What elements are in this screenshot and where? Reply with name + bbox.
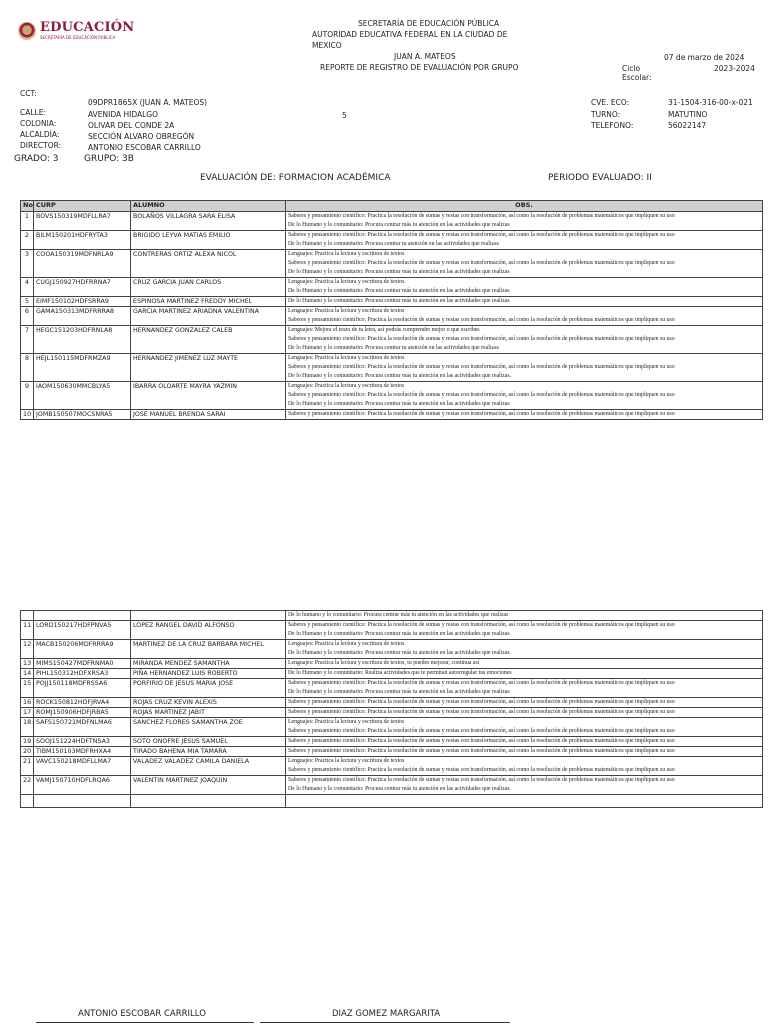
- alcaldia-value: SECCIÓN ALVARO OBREGÓN: [88, 132, 195, 141]
- table-row: [21, 278, 763, 297]
- row-obs: [286, 718, 763, 737]
- obs-line: Saberes y pensamiento científico: Practica la resolución de sumas y restas con transformación, así como la resolución de problemas matemáticos que impliquen su uso: [288, 767, 675, 773]
- table-row: [21, 776, 763, 795]
- obs-line: De lo Humano y lo comunitario: Procura centrar más tu atención en las actividades que realizas: [288, 269, 510, 275]
- obs-line: Lenguajes: Practica la lectura y escritura de textos: [288, 719, 405, 725]
- table-row: [21, 747, 763, 757]
- autoridad-title-2: MEXICO: [312, 41, 342, 50]
- telefono-value: 56022147: [668, 121, 707, 130]
- row-obs: [286, 307, 763, 326]
- table-row: [21, 640, 763, 659]
- row-obs: [286, 382, 763, 410]
- evaluacion-title: EVALUACIÓN DE: FORMACION ACADÉMICA: [200, 173, 391, 183]
- row-obs: [286, 640, 763, 659]
- table-row: [21, 297, 763, 307]
- cct-value: 09DPR1865X (JUAN A. MATEOS): [88, 98, 208, 107]
- obs-line: Saberes y pensamiento científico: Practica la resolución de sumas y restas con transformación, así como la resolución de problemas matemáticos que impliquen su uso: [288, 392, 675, 398]
- obs-line: De lo Humano y lo comunitario: Procura centrar más tu atención en las actividades que realizas: [288, 222, 510, 228]
- row-alumno: VALENTIN MARTINEZ JOAQUIN: [131, 776, 286, 795]
- row-curp: JOMB150507MOCSNRA5: [34, 410, 131, 420]
- row-curp: BOVS150319MDFLLRA7: [34, 212, 131, 231]
- obs-line: De lo Humano y lo comunitario: Procura centrar más tu atención en las actividades que realizas: [288, 298, 510, 304]
- table-body-2: [21, 611, 763, 808]
- table-row: [21, 354, 763, 382]
- table-row: [21, 698, 763, 708]
- row-number: 12: [21, 640, 34, 659]
- row-obs: [286, 410, 763, 420]
- alcaldia-label: ALCALDÍA:: [20, 130, 60, 139]
- row-obs: [286, 621, 763, 640]
- row-number: 7: [21, 326, 34, 354]
- obs-line: De lo Humano y lo comunitario: Procura centrar más tu atención en las actividades que realizas: [288, 689, 510, 695]
- row-curp: PIHL150312HDFXRSA3: [34, 669, 131, 679]
- table-row: [21, 326, 763, 354]
- obs-line: Lenguajes: Practica la lectura y escritura de textos: [288, 279, 405, 285]
- obs-line: De lo Humano y lo comunitario: Procura centrar más tu atención en las actividades que realizas: [288, 401, 510, 407]
- row-number: 8: [21, 354, 34, 382]
- row-number: 20: [21, 747, 34, 757]
- row-number: 19: [21, 737, 34, 747]
- obs-line: Saberes y pensamiento científico: Practica la resolución de sumas y restas con transformación, así como la resolución de problemas matemáticos que impliquen su uso: [288, 336, 675, 342]
- row-number: 15: [21, 679, 34, 698]
- header-alumno: ALUMNO: [131, 201, 286, 212]
- row-obs: [286, 659, 763, 669]
- row-number: 17: [21, 708, 34, 718]
- obs-line: Lenguajes: Practica la lectura y escritura de textos: [288, 308, 405, 314]
- table-row: [21, 250, 763, 278]
- row-curp: HEGC151203HDFRNLA8: [34, 326, 131, 354]
- table-body-1: [21, 212, 763, 420]
- signature-left-line: [36, 1022, 254, 1023]
- table-header-row: [21, 201, 763, 212]
- row-number: 3: [21, 250, 34, 278]
- row-curp: SOOJ151224HDFTNSA3: [34, 737, 131, 747]
- obs-line: De lo humano y lo comunitario: Procura centrar más tu atención en las actividades que realizas: [288, 612, 509, 618]
- row-curp: LORD150217HDFPNVA5: [34, 621, 131, 640]
- row-alumno: VALADEZ VALADEZ CAMILA DANIELA: [131, 757, 286, 776]
- obs-line: Saberes y pensamiento científico: Practica la resolución de sumas y restas con transformación, así como la resolución de problemas matemáticos que impliquen su uso: [288, 364, 675, 370]
- obs-line: De lo Humano y lo comunitario: Procura centrar más tu atención en las actividades que realizas: [288, 786, 510, 792]
- obs-line: Saberes y pensamiento científico: Practica la resolución de sumas y restas con transformación, así como la resolución de problemas matemáticos que impliquen su uso: [288, 777, 675, 783]
- obs-line: De lo Humano y lo comunitario: Procura centrar más tu atención en las actividades que realizas: [288, 650, 510, 656]
- table-row: [21, 708, 763, 718]
- empty-row: [21, 795, 763, 808]
- signature-right-line: [260, 1022, 510, 1023]
- row-alumno: ROJAS MARTINEZ JABIT: [131, 708, 286, 718]
- educacion-logo: [18, 20, 135, 44]
- obs-line: Lenguajes: Practica la lectura y escritura de textos: [288, 641, 405, 647]
- table-row: [21, 212, 763, 231]
- colonia-label: COLONIA:: [20, 119, 57, 128]
- obs-line: Lenguajes: Practica la lectura y escritura de textos: [288, 383, 405, 389]
- row-number: 21: [21, 757, 34, 776]
- grupo: GRUPO: 3B: [84, 154, 134, 164]
- obs-line: Lenguajes: Practica la lectura y escritura de textos: [288, 758, 405, 764]
- obs-line: Lenguajes: Mejora el trazo de tu letra, así podrás comprender mejor o que escribes: [288, 327, 480, 333]
- row-number: 10: [21, 410, 34, 420]
- obs-line: Saberes y pensamiento científico: Practica la resolución de sumas y restas con transformación, así como la resolución de problemas matemáticos que impliquen su uso: [288, 699, 675, 705]
- page-number: 5: [342, 111, 347, 120]
- school-name: JUAN A. MATEOS: [394, 52, 456, 61]
- report-date: 07 de marzo de 2024: [664, 53, 745, 62]
- row-obs: [286, 708, 763, 718]
- obs-line: De lo Humano y lo comunitario: Procura centrar tu atención en las actividades que realizas: [288, 345, 499, 351]
- secretaria-title: SECRETARÍA DE EDUCACIÓN PÚBLICA: [358, 19, 500, 28]
- row-curp: VAVC150218MDFLLMA7: [34, 757, 131, 776]
- row-curp: COOA150319MDFNRLA9: [34, 250, 131, 278]
- row-number: 1: [21, 212, 34, 231]
- director-value: ANTONIO ESCOBAR CARRILLO: [88, 143, 201, 152]
- periodo-title: PERIODO EVALUADO: II: [548, 173, 652, 183]
- row-alumno: PORFIRIO DE JESUS MARIA JOSE: [131, 679, 286, 698]
- row-number: 9: [21, 382, 34, 410]
- header-no: No: [21, 201, 34, 212]
- autoridad-title: AUTORIDAD EDUCATIVA FEDERAL EN LA CIUDAD DE: [312, 30, 508, 39]
- table-row: [21, 737, 763, 747]
- calle-label: CALLE:: [20, 108, 46, 117]
- table-row: [21, 307, 763, 326]
- evaluation-table-2: [20, 610, 763, 808]
- obs-line: Saberes y pensamiento científico: Practica la resolución de sumas y restas con transformación, así como la resolución de problemas matemáticos que impliquen su uso: [288, 213, 675, 219]
- row-alumno: SANCHEZ FLORES SAMANTHA ZOE: [131, 718, 286, 737]
- signature-right-name: DIAZ GOMEZ MARGARITA: [332, 1009, 441, 1019]
- cct-label: CCT:: [20, 89, 37, 98]
- row-obs: [286, 737, 763, 747]
- row-alumno: CONTRERAS ORTIZ ALEXA NICOL: [131, 250, 286, 278]
- row-alumno: LOPEZ RANGEL DAVID ALFONSO: [131, 621, 286, 640]
- obs-line: De lo Humano y lo comunitario: Procura centrar tu atención en las actividades que realizas: [288, 241, 499, 247]
- row-obs: [286, 698, 763, 708]
- row-curp: MACB150206MDFRRRA9: [34, 640, 131, 659]
- row-obs: [286, 297, 763, 307]
- row-curp: CUGJ150927HDFRRNA7: [34, 278, 131, 297]
- row-number: 13: [21, 659, 34, 669]
- obs-line: De lo Humano y lo comunitario: Procura centrar más tu atención en las actividades que realizas: [288, 631, 510, 637]
- row-curp: ROMJ150906HDFJRBA5: [34, 708, 131, 718]
- obs-line: Saberes y pensamiento científico: Practica la resolución de sumas y restas con transformación, así como la resolución de problemas matemáticos que impliquen su uso: [288, 728, 675, 734]
- row-alumno: HERNANDEZ GONZALEZ CALEB: [131, 326, 286, 354]
- telefono-label: TELEFONO:: [591, 121, 634, 130]
- row-curp: SAFS150721MDFNLMA6: [34, 718, 131, 737]
- ciclo-label: Ciclo: [622, 64, 641, 73]
- row-alumno: GARCIA MARTINEZ ARIADNA VALENTINA: [131, 307, 286, 326]
- director-label: DIRECTOR:: [20, 141, 62, 150]
- table-row: [21, 679, 763, 698]
- table-row: [21, 621, 763, 640]
- row-curp: IAOM150630MMCBLYA5: [34, 382, 131, 410]
- signature-left-name: ANTONIO ESCOBAR CARRILLO: [78, 1009, 206, 1019]
- obs-line: Saberes y pensamiento científico: Practica la resolución de sumas y restas con transformación, así como la resolución de problemas matemáticos que impliquen su uso: [288, 260, 675, 266]
- obs-line: Saberes y pensamiento científico: Practica la resolución de sumas y restas con transformación, así como la resolución de problemas matemáticos que impliquen su uso: [288, 680, 675, 686]
- obs-line: Saberes y pensamiento científico: Practica la resolución de sumas y restas con transformación, así como la resolución de problemas matemáticos que impliquen su uso: [288, 748, 675, 754]
- header-curp: CURP: [34, 201, 131, 212]
- obs-line: De lo Humano y lo comunitario: Procura centrar más tu atención en las actividades que realizas: [288, 288, 510, 294]
- carry-row: [21, 611, 763, 621]
- row-alumno: BRIGIDO LEYVA MATIAS EMILIO: [131, 231, 286, 250]
- header-obs: OBS.: [286, 201, 763, 212]
- row-alumno: MIRANDA MENDEZ SAMANTHA: [131, 659, 286, 669]
- row-number: 14: [21, 669, 34, 679]
- row-curp: VAMJ150710HDFLRQA6: [34, 776, 131, 795]
- grado: GRADO: 3: [14, 154, 59, 164]
- table-row: [21, 231, 763, 250]
- table-row: [21, 669, 763, 679]
- row-number: 5: [21, 297, 34, 307]
- row-alumno: TIRADO BAHENA MIA TAMARA: [131, 747, 286, 757]
- row-curp: MIMS150427MDFRNMA0: [34, 659, 131, 669]
- row-curp: POJJ150118MDFRSSA6: [34, 679, 131, 698]
- row-alumno: SOTO ONOFRE JESUS SAMUEL: [131, 737, 286, 747]
- row-obs: [286, 231, 763, 250]
- table-row: [21, 382, 763, 410]
- row-number: 18: [21, 718, 34, 737]
- row-alumno: JOSE MANUEL BRENDA SARAI: [131, 410, 286, 420]
- row-obs: [286, 326, 763, 354]
- row-curp: ROCK150812HDFJRVA4: [34, 698, 131, 708]
- row-alumno: HERNANDEZ JIMENEZ LUZ MAYTE: [131, 354, 286, 382]
- escolar-label: Escolar:: [622, 73, 652, 82]
- obs-line: Saberes y pensamiento científico: Practica la resolución de sumas y restas con transformación, así como la resolución de problemas matemáticos que impliquen su uso: [288, 317, 675, 323]
- row-number: 22: [21, 776, 34, 795]
- row-alumno: ESPINOSA MARTINEZ FREDDY MICHEL: [131, 297, 286, 307]
- seal-icon: [18, 22, 36, 40]
- row-curp: GAMA150313MDFRRRA8: [34, 307, 131, 326]
- obs-line: Saberes y pensamiento científico: Practica la resolución de sumas y restas con transformación, así como la resolución de problemas matemáticos que impliquen su uso: [288, 411, 675, 417]
- row-alumno: BOLAÑOS VILLAGRA SARA ELISA: [131, 212, 286, 231]
- table-row: [21, 659, 763, 669]
- row-curp: HEJL150115MDFRMZA9: [34, 354, 131, 382]
- cve-value: 31-1504-316-00-x-021: [668, 98, 753, 107]
- turno-value: MATUTINO: [668, 110, 708, 119]
- row-obs: [286, 776, 763, 795]
- obs-line: Saberes y pensamiento científico: Practica la resolución de sumas y restas con transformación, así como la resolución de problemas matemáticos que impliquen su uso: [288, 622, 675, 628]
- row-obs: [286, 250, 763, 278]
- row-curp: TIBM150103MDFRHXA4: [34, 747, 131, 757]
- calle-value: AVENIDA HIDALGO: [88, 110, 159, 119]
- row-number: 16: [21, 698, 34, 708]
- header-center: [312, 18, 532, 73]
- logo-text: EDUCACIÓN: [40, 20, 135, 35]
- row-obs: [286, 278, 763, 297]
- table-row: [21, 718, 763, 737]
- row-number: 11: [21, 621, 34, 640]
- row-alumno: IBARRA OLOARTE MAYRA YAZMIN: [131, 382, 286, 410]
- cve-label: CVE. ECO:: [591, 98, 630, 107]
- row-alumno: PIÑA HERNANDEZ LUIS ROBERTO: [131, 669, 286, 679]
- row-obs: [286, 679, 763, 698]
- logo-subtitle: SECRETARÍA DE EDUCACIÓN PÚBLICA: [40, 35, 116, 40]
- ciclo-value: 2023-2024: [714, 64, 755, 73]
- row-obs: [286, 212, 763, 231]
- row-curp: EIMF150102HDFSRRA9: [34, 297, 131, 307]
- table-row: [21, 410, 763, 420]
- row-number: 2: [21, 231, 34, 250]
- row-alumno: MARTINEZ DE LA CRUZ BARBARA MICHEL: [131, 640, 286, 659]
- row-alumno: CRUZ GARCIA JUAN CARLOS: [131, 278, 286, 297]
- row-curp: BILM150201HDFRYTA3: [34, 231, 131, 250]
- row-obs: [286, 354, 763, 382]
- row-number: 4: [21, 278, 34, 297]
- row-number: 6: [21, 307, 34, 326]
- row-obs: [286, 757, 763, 776]
- obs-line: Lenguajes: Practica la lectura y escritura de textos, tu puedes mejorar, continua así: [288, 660, 480, 666]
- turno-label: TURNO:: [591, 110, 621, 119]
- obs-line: Saberes y pensamiento científico: Practica la resolución de sumas y restas con transformación, así como la resolución de problemas matemáticos que impliquen su uso: [288, 232, 675, 238]
- obs-line: Saberes y pensamiento científico: Practica la resolución de sumas y restas con transformación, así como la resolución de problemas matemáticos que impliquen su uso: [288, 738, 675, 744]
- obs-line: Saberes y pensamiento científico: Practica la resolución de sumas y restas con transformación, así como la resolución de problemas matemáticos que impliquen su uso: [288, 709, 675, 715]
- colonia-value: OLIVAR DEL CONDE 2A: [88, 121, 175, 130]
- row-obs: [286, 747, 763, 757]
- row-alumno: ROJAS CRUZ KEVIN ALEXIS: [131, 698, 286, 708]
- obs-line: De lo Humano y lo comunitario: Procura centrar más tu atención en las actividades que realizas.: [288, 373, 512, 379]
- evaluation-table-1: [20, 200, 763, 420]
- obs-line: De lo Humano y lo comunitario: Realiza actividades que te permitan autorregular tus emociones: [288, 670, 512, 676]
- obs-line: Lenguajes: Practica la lectura y escritura de textos: [288, 251, 405, 257]
- report-title: REPORTE DE REGISTRO DE EVALUACIÓN POR GRUPO: [320, 63, 519, 72]
- obs-line: Lenguajes: Practica la lectura y escritura de textos: [288, 355, 405, 361]
- row-obs: [286, 669, 763, 679]
- table-row: [21, 757, 763, 776]
